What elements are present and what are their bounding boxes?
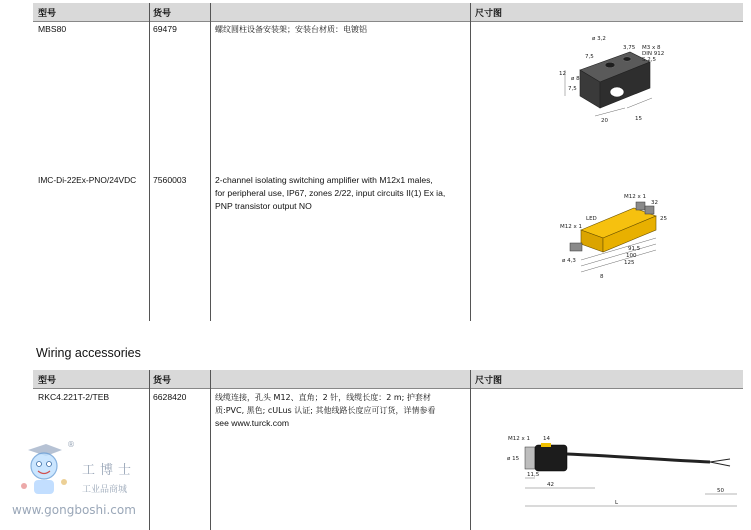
dim-label: 25 [660,216,667,222]
col-model-header: 型号 [38,9,57,19]
dim-label: S 2,5 [642,57,656,63]
dim-label: M3 x 8 [642,45,661,51]
col-divider [149,370,150,530]
dim-label: 32 [651,200,658,206]
watermark-url: www.gongboshi.com [12,503,136,517]
product-description-line: 2-channel isolating switching amplifier with M12x1 males, [215,175,433,185]
product-model: MBS80 [38,24,67,34]
product-description-line: for peripheral use, IP67, zones 2/22, input circuits II(1) Ex ia, [215,188,446,198]
imc-drawing [556,190,676,285]
col-divider [210,3,211,321]
cable-drawing [505,432,745,512]
col-divider [210,370,211,530]
table-header-accessories [33,370,743,389]
dim-label: LED [586,216,597,222]
product-model: IMC-Di-22Ex-PNO/24VDC [38,175,137,185]
col-model-header: 型号 [38,376,57,386]
dim-label: 7,5 [585,54,594,60]
dim-label: M12 x 1 [560,224,582,230]
watermark-subtitle: 工业品商城 [82,485,128,495]
dim-label: 42 [547,482,554,488]
col-divider [470,3,471,321]
product-partno: 69479 [153,24,177,34]
product-description-line: PNP transistor output NO [215,201,312,211]
dim-label: L [615,500,619,506]
dim-label: 3,75 [623,45,636,51]
watermark-mascot-logo [20,440,68,498]
accessory-description-line: see www.turck.com [215,418,290,428]
dim-label: DIN 912 [642,51,665,57]
dim-label: 14 [543,436,550,442]
dim-label: 15 [635,116,642,122]
accessory-description-line: 线缆连接，孔头 M12、直角；2 针，线缆长度：2 m; 护套材 [215,393,431,402]
dim-label: 50 [717,488,724,494]
dim-label: ø 3,2 [592,36,606,42]
dim-label: M12 x 1 [624,194,646,200]
watermark-registered: ® [67,440,75,449]
dim-label: 91,5 [628,246,641,252]
col-drawing-header: 尺寸图 [475,376,503,386]
dim-label: 100 [626,253,637,259]
section-title: Wiring accessories [36,346,141,360]
watermark-brand: 工博士 [82,463,137,478]
dim-label: 12 [559,71,566,77]
dim-label: ø 15 [507,456,520,462]
col-drawing-header: 尺寸图 [475,9,503,19]
accessory-model: RKC4.221T-2/TEB [38,392,110,402]
dim-label: 125 [624,260,635,266]
dim-label: 7,5 [568,86,577,92]
product-description: 螺纹圆柱设备安装架；安装台材质：电镀铝 [215,25,367,34]
accessory-partno: 6628420 [153,392,187,402]
dim-label: M12 x 1 [508,436,530,442]
dim-label: ø 4,3 [562,258,576,264]
col-partno-header: 货号 [153,376,172,386]
dim-label: 20 [601,118,608,124]
col-divider [149,3,150,321]
accessory-description-line: 质:PVC, 黑色; cULus 认证; 其他线路长度应可订货，详情参看 [215,406,436,415]
dim-label: 8 [600,274,604,280]
product-partno: 7560003 [153,175,187,185]
table-header-top [33,3,743,22]
dim-label: 11,5 [527,472,540,478]
dim-label: ø 8 [571,76,580,82]
col-partno-header: 货号 [153,9,172,19]
mbs80-drawing [555,30,665,130]
col-divider [470,370,471,530]
